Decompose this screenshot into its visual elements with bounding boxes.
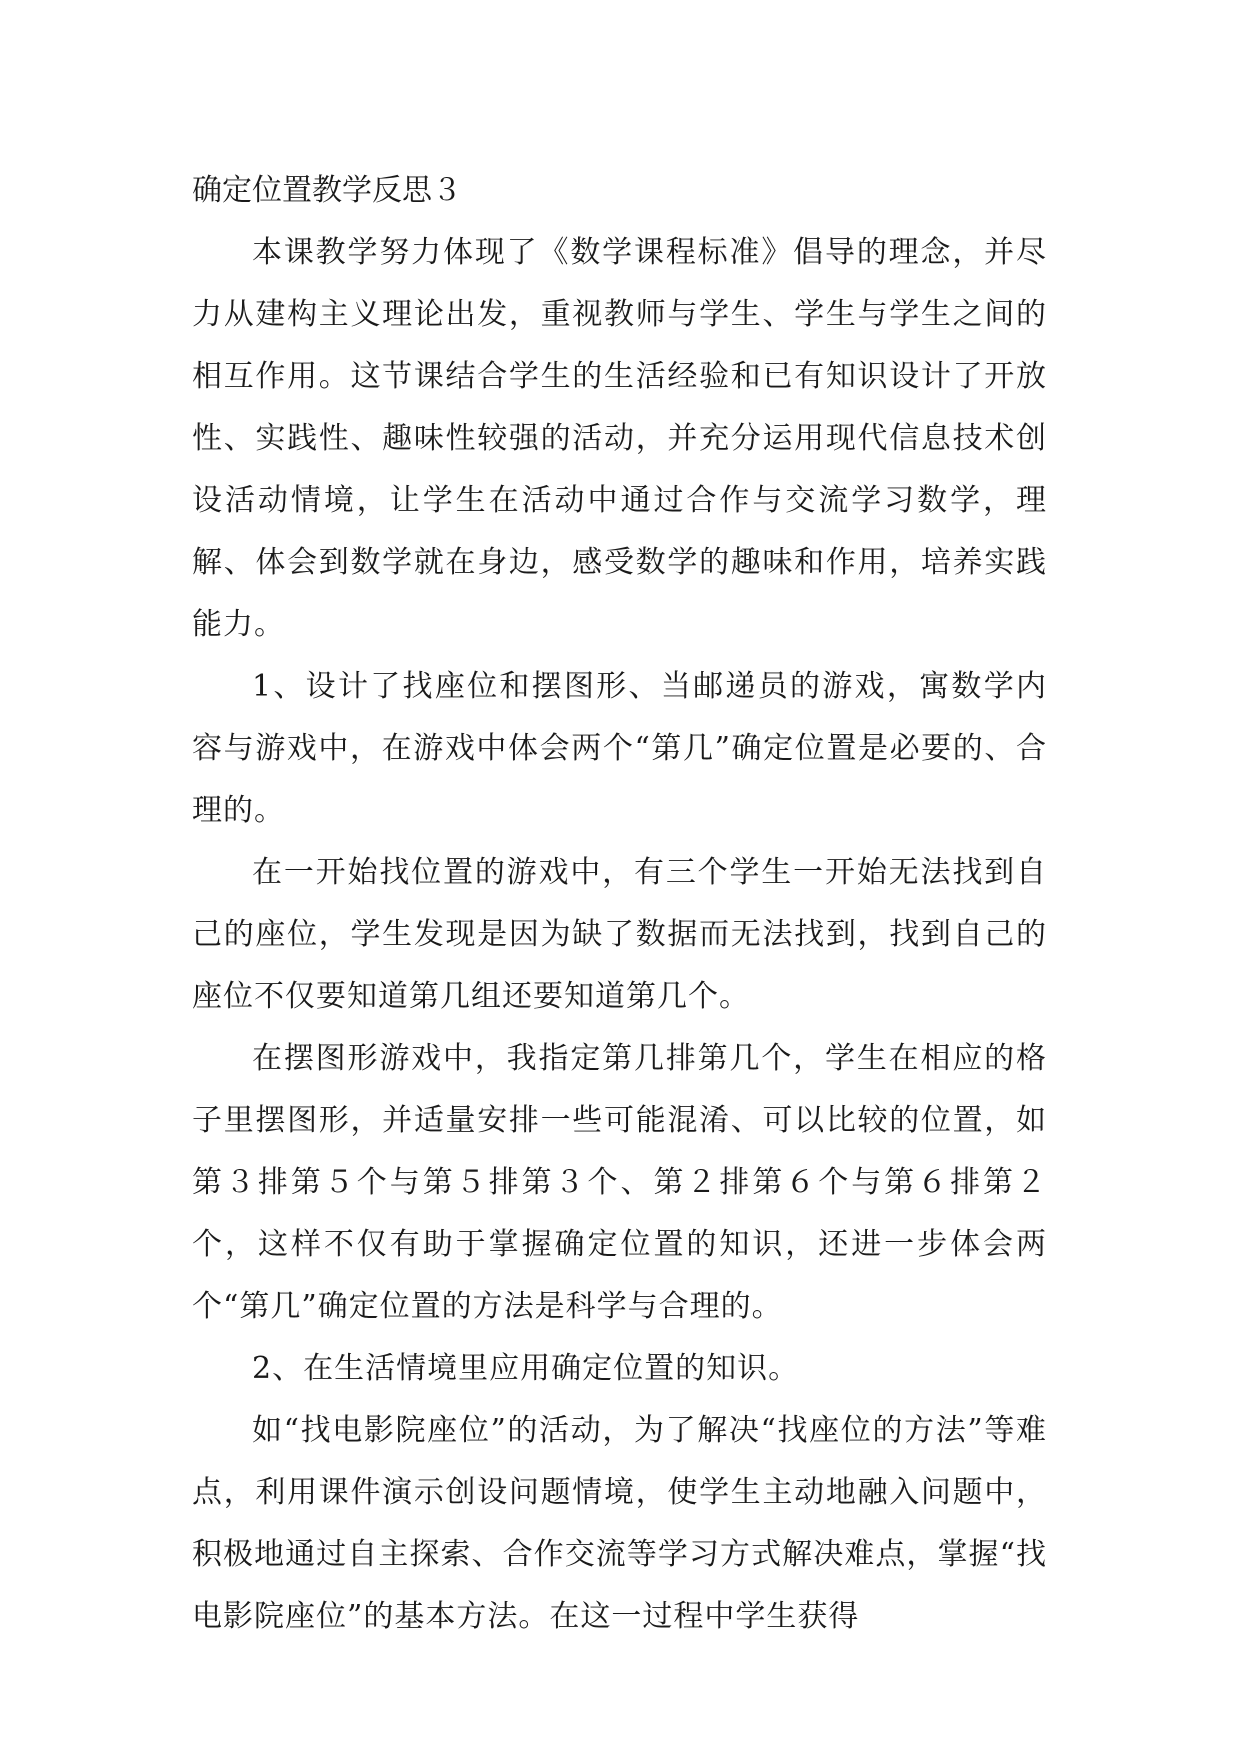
- document-title: 确定位置教学反思３: [192, 173, 462, 208]
- paragraph-find-seat: 在一开始找位置的游戏中，有三个学生一开始无法找到自己的座位，学生发现是因为缺了数据而无法找到，找到自己的座位不仅要知道第几组还要知道第几个。: [192, 855, 1047, 1014]
- paragraph-point-1: 1、设计了找座位和摆图形、当邮递员的游戏，寓数学内容与游戏中，在游戏中体会两个“第几”确定位置是必要的、合理的。: [192, 669, 1047, 828]
- document-page: [192, 160, 1047, 1648]
- paragraph-point-2: 2、在生活情境里应用确定位置的知识。: [252, 1351, 800, 1386]
- paragraph-cinema-seat: 如“找电影院座位”的活动，为了解决“找座位的方法”等难点，利用课件演示创设问题情境，使学生主动地融入问题中，积极地通过自主探索、合作交流等学习方式解决难点，掌握“找电影院座位”的基本方法。在这一过程中学生获得: [192, 1413, 1047, 1634]
- paragraph-intro: 本课教学努力体现了《数学课程标准》倡导的理念，并尽力从建构主义理论出发，重视教师与学生、学生与学生之间的相互作用。这节课结合学生的生活经验和已有知识设计了开放性、实践性、趣味性较强的活动，并充分运用现代信息技术创设活动情境，让学生在活动中通过合作与交流学习数学，理解、体会到数学就在身边，感受数学的趣味和作用，培养实践能力。: [192, 235, 1047, 642]
- paragraph-arrange-shapes: 在摆图形游戏中，我指定第几排第几个，学生在相应的格子里摆图形，并适量安排一些可能混淆、可以比较的位置，如第３排第５个与第５排第３个、第２排第６个与第６排第２个，这样不仅有助于掌握确定位置的知识，还进一步体会两个“第几”确定位置的方法是科学与合理的。: [192, 1041, 1047, 1324]
